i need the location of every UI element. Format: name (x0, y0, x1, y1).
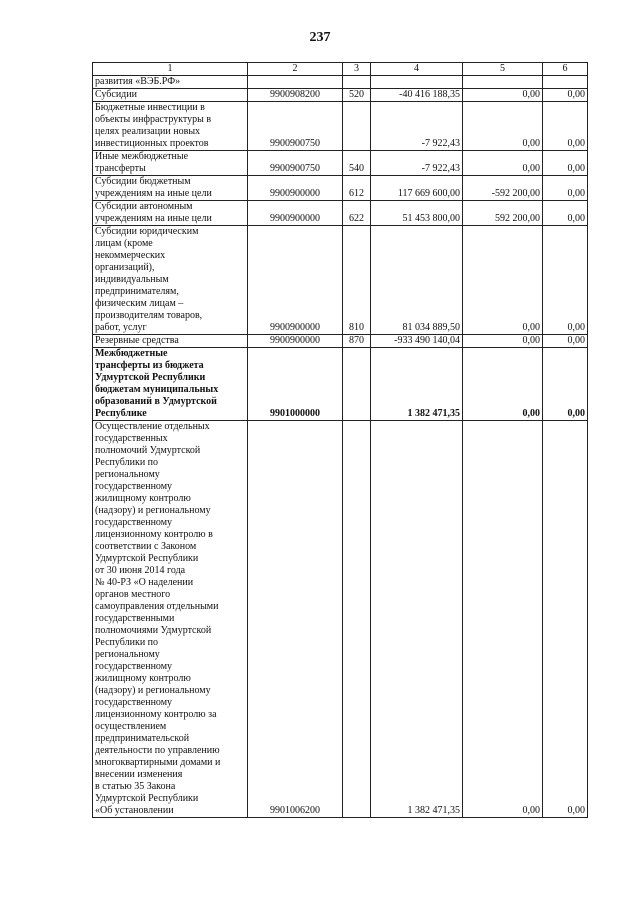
target-code: 9900908200 (248, 89, 343, 102)
row-name: Резервные средства (93, 335, 248, 348)
table-row (93, 421, 588, 818)
amount-col4 (371, 76, 463, 89)
amount-col5: 0,00 (463, 335, 543, 348)
budget-table (92, 62, 588, 818)
row-name: Осуществление отдельных государственных полномочий Удмуртской Республики по региональному государственному жилищному контролю (надзору) и региональному государственному лицензионному контролю в соответствии с Законом Удмуртской Республики от 30 июня 2014 года № 40-РЗ «О наделении органов местного самоуправления отдельными государственными полномочиями Удмуртской Республики по региональному государственному жилищному контролю (надзору) и региональному государственному лицензионному контролю за осуществлением предпринимательской деятельности по управлению многоквартирными домами и внесении изменения в статью 35 Закона Удмуртской Республики «Об установлении (93, 421, 248, 818)
amount-col5: 0,00 (463, 102, 543, 151)
expense-type: 520 (343, 89, 371, 102)
amount-col6: 0,00 (543, 226, 588, 335)
table-row (93, 226, 588, 335)
column-header-6: 6 (543, 63, 588, 76)
table-row (93, 89, 588, 102)
amount-col5: 0,00 (463, 89, 543, 102)
amount-col4: 1 382 471,35 (371, 348, 463, 421)
target-code: 9901006200 (248, 421, 343, 818)
expense-type (343, 421, 371, 818)
target-code: 9900900000 (248, 226, 343, 335)
amount-col6 (543, 76, 588, 89)
table-row (93, 102, 588, 151)
amount-col4: -7 922,43 (371, 151, 463, 176)
expense-type: 540 (343, 151, 371, 176)
target-code: 9900900750 (248, 102, 343, 151)
amount-col5: 0,00 (463, 348, 543, 421)
target-code: 9900900000 (248, 335, 343, 348)
target-code: 9900900000 (248, 176, 343, 201)
page-number: 237 (309, 30, 331, 45)
row-name: Субсидии (93, 89, 248, 102)
amount-col4: -7 922,43 (371, 102, 463, 151)
column-header-1: 1 (93, 63, 248, 76)
row-name: Субсидии автономным учреждениям на иные цели (93, 201, 248, 226)
amount-col4: 1 382 471,35 (371, 421, 463, 818)
amount-col5: -592 200,00 (463, 176, 543, 201)
amount-col4: -40 416 188,35 (371, 89, 463, 102)
target-code: 9900900000 (248, 201, 343, 226)
column-header-4: 4 (371, 63, 463, 76)
table-row (93, 176, 588, 201)
amount-col5: 0,00 (463, 421, 543, 818)
amount-col4: -933 490 140,04 (371, 335, 463, 348)
amount-col6: 0,00 (543, 102, 588, 151)
row-name: Субсидии бюджетным учреждениям на иные цели (93, 176, 248, 201)
amount-col6: 0,00 (543, 89, 588, 102)
row-name: Межбюджетные трансферты из бюджета Удмуртской Республики бюджетам муниципальных образований в Удмуртской Республике (93, 348, 248, 421)
column-header-2: 2 (248, 63, 343, 76)
target-code (248, 76, 343, 89)
column-header-3: 3 (343, 63, 371, 76)
amount-col4: 81 034 889,50 (371, 226, 463, 335)
amount-col5: 0,00 (463, 151, 543, 176)
expense-type (343, 348, 371, 421)
expense-type: 870 (343, 335, 371, 348)
target-code: 9901000000 (248, 348, 343, 421)
table-row (93, 76, 588, 89)
row-name: развития «ВЭБ.РФ» (93, 76, 248, 89)
table-row (93, 348, 588, 421)
expense-type: 810 (343, 226, 371, 335)
amount-col5: 0,00 (463, 226, 543, 335)
expense-type (343, 102, 371, 151)
column-header-5: 5 (463, 63, 543, 76)
amount-col5: 592 200,00 (463, 201, 543, 226)
expense-type (343, 76, 371, 89)
amount-col6: 0,00 (543, 421, 588, 818)
amount-col6: 0,00 (543, 348, 588, 421)
row-name: Иные межбюджетные трансферты (93, 151, 248, 176)
amount-col6: 0,00 (543, 151, 588, 176)
row-name: Бюджетные инвестиции в объекты инфраструктуры в целях реализации новых инвестиционных проектов (93, 102, 248, 151)
amount-col5 (463, 76, 543, 89)
table-row (93, 201, 588, 226)
amount-col4: 117 669 600,00 (371, 176, 463, 201)
expense-type: 612 (343, 176, 371, 201)
table-row (93, 151, 588, 176)
table-row (93, 335, 588, 348)
amount-col4: 51 453 800,00 (371, 201, 463, 226)
amount-col6: 0,00 (543, 176, 588, 201)
target-code: 9900900750 (248, 151, 343, 176)
row-name: Субсидии юридическим лицам (кроме некоммерческих организаций), индивидуальным предпринимателям, физическим лицам – производителям товаров, работ, услуг (93, 226, 248, 335)
amount-col6: 0,00 (543, 201, 588, 226)
expense-type: 622 (343, 201, 371, 226)
header-row (93, 63, 588, 76)
amount-col6: 0,00 (543, 335, 588, 348)
